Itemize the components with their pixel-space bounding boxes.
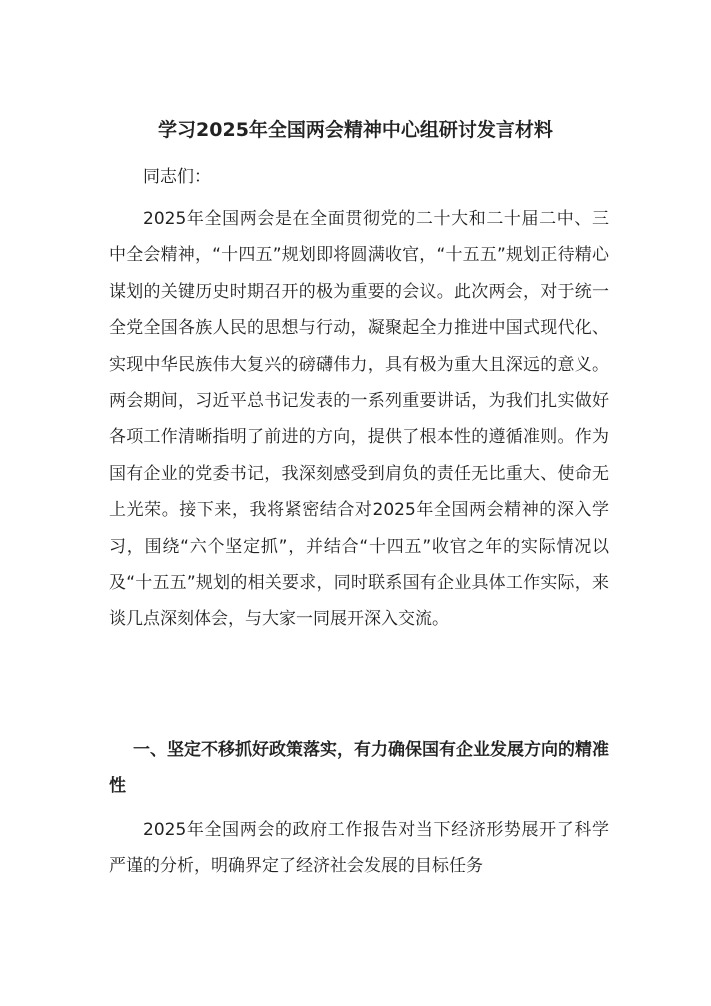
salutation: 同志们：: [143, 167, 211, 187]
paragraph-section-1: 2025年全国两会的政府工作报告对当下经济形势展开了科学严谨的分析，明确界定了经济社会发展的目标任务: [109, 820, 609, 877]
section-heading-1: 一、坚定不移抓好政策落实，有力确保国有企业发展方向的精准性: [109, 740, 609, 796]
document-title: 学习2025年全国两会精神中心组研讨发言材料: [158, 119, 553, 141]
paragraph-intro: 2025年全国两会是在全面贯彻党的二十大和二十届二中、三中全会精神，“十四五”规划即将圆满收官，“十五五”规划正待精心谋划的关键历史时期召开的极为重要的会议。此次两会，对于统一全党全国各族人民的思想与行动，凝聚起全力推进中国式现代化、实现中华民族伟大复兴的磅礴伟力，具有极为重大且深远的意义。两会期间，习近平总书记发表的一系列重要讲话，为我们扎实做好各项工作清晰指明了前进的方向，提供了根本性的遵循准则。作为国有企业的党委书记，我深刻感受到肩负的责任无比重大、使命无上光荣。接下来，我将紧密结合对2025年全国两会精神的深入学习，围绕“六个坚定抓”，并结合“十四五”收官之年的实际情况以及“十五五”规划的相关要求，同时联系国有企业具体工作实际，来谈几点深刻体会，与大家一同展开深入交流。: [109, 209, 609, 630]
